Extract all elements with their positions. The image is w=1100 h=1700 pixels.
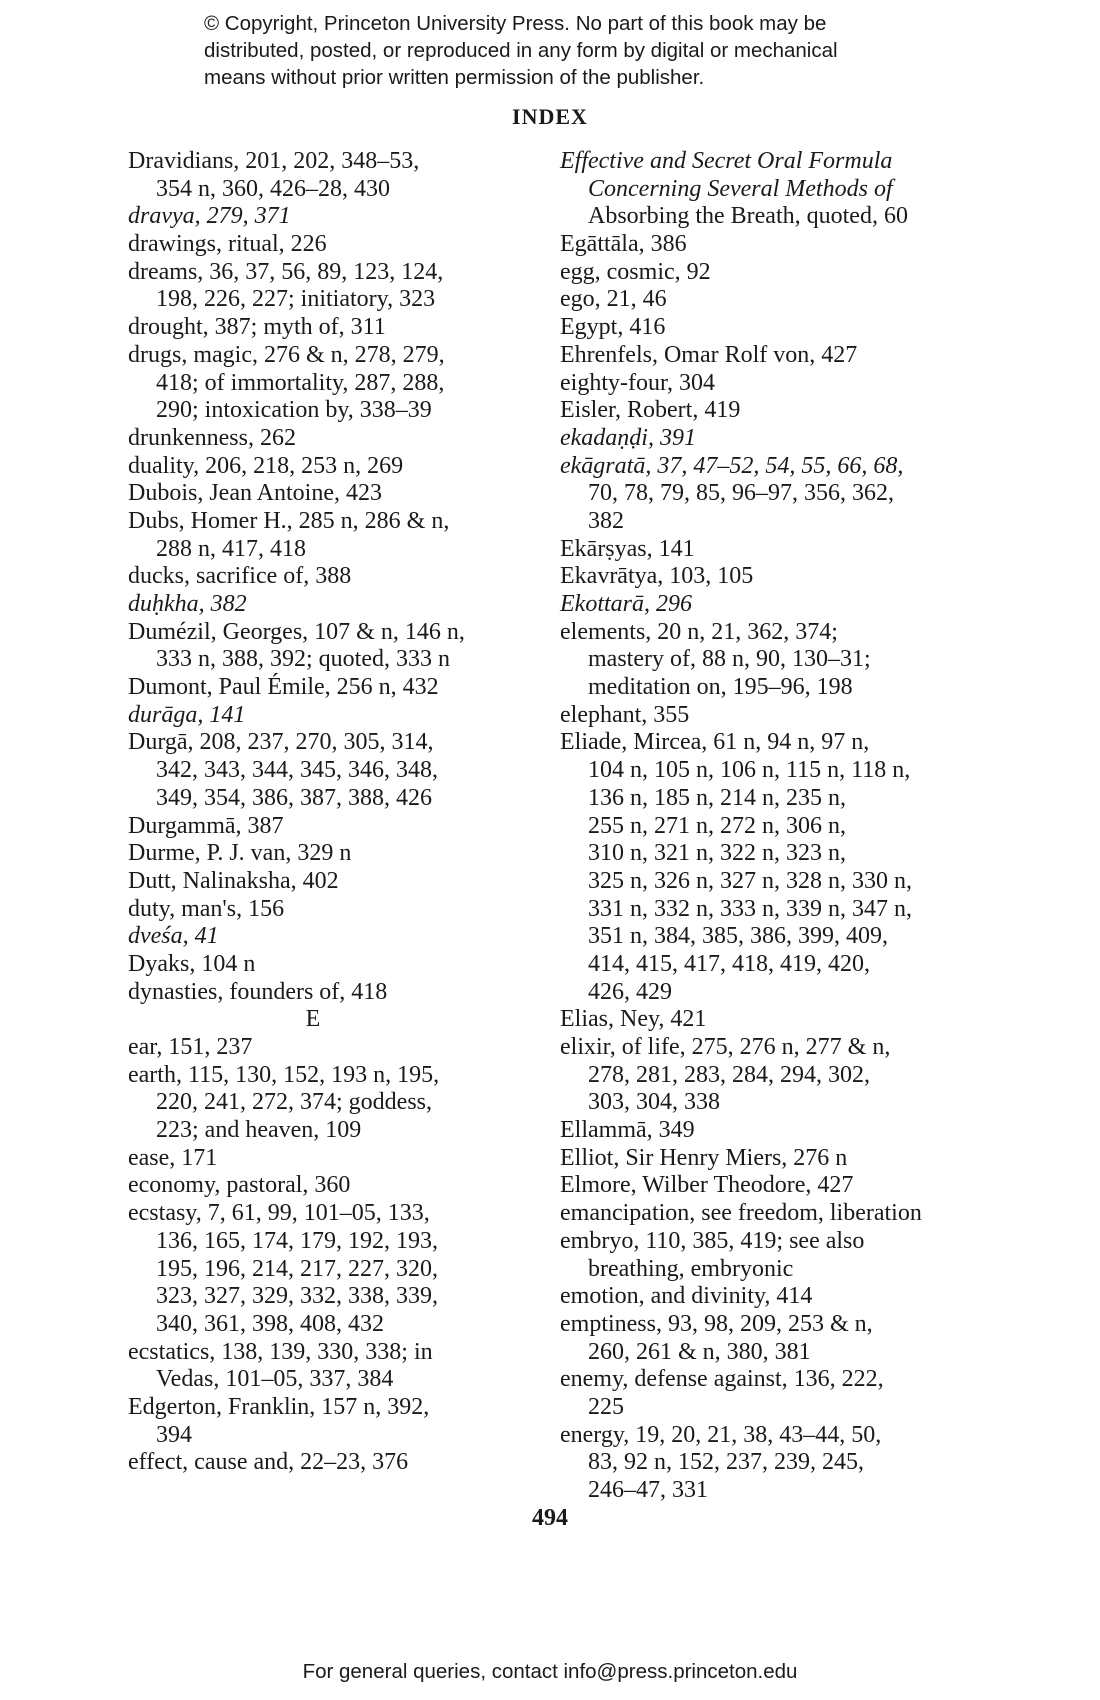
index-entry: emotion, and divinity, 414 — [560, 1283, 813, 1310]
index-entry: Ekottarā, 296 — [560, 591, 692, 617]
index-entry: ear, 151, 237 — [128, 1034, 253, 1060]
index-entry: emancipation, see freedom, liberation — [560, 1200, 922, 1227]
section-letter: E — [305, 1006, 321, 1033]
index-entry-continuation: 351 n, 384, 385, 386, 399, 409, — [588, 923, 888, 950]
index-entry-continuation: 104 n, 105 n, 106 n, 115 n, 118 n, — [588, 757, 911, 784]
index-entry: Effective and Secret Oral Formula — [560, 148, 893, 174]
index-entry: Dumézil, Georges, 107 & n, 146 n, — [128, 618, 465, 645]
index-entry-continuation: 260, 261 & n, 380, 381 — [588, 1338, 811, 1365]
index-entry: economy, pastoral, 360 — [128, 1172, 351, 1199]
index-entry: energy, 19, 20, 21, 38, 43–44, 50, — [560, 1421, 882, 1448]
index-entry-continuation: meditation on, 195–96, 198 — [588, 674, 853, 701]
index-entry: effect, cause and, 22–23, 376 — [128, 1449, 409, 1476]
index-entry: elephant, 355 — [560, 701, 690, 728]
index-entry: Egāttāla, 386 — [560, 231, 687, 258]
index-entry-continuation: 255 n, 271 n, 272 n, 306 n, — [588, 812, 846, 839]
index-entry-continuation: 325 n, 326 n, 327 n, 328 n, 330 n, — [588, 867, 912, 894]
index-entry: Eisler, Robert, 419 — [560, 397, 741, 424]
copyright-line: © Copyright, Princeton University Press. No part of this book may be — [204, 12, 827, 35]
index-entry: embryo, 110, 385, 419; see also — [560, 1227, 865, 1254]
index-entry: Dubois, Jean Antoine, 423 — [128, 480, 382, 507]
index-entry: Durme, P. J. van, 329 n — [128, 840, 352, 867]
index-entry: emptiness, 93, 98, 209, 253 & n, — [560, 1310, 873, 1337]
index-entry: enemy, defense against, 136, 222, — [560, 1366, 884, 1393]
index-entry: Ekārṣyas, 141 — [560, 535, 695, 562]
index-entry: elixir, of life, 275, 276 n, 277 & n, — [560, 1034, 891, 1060]
index-entry: ekāgratā, 37, 47–52, 54, 55, 66, 68, — [560, 452, 904, 479]
index-entry: durāga, 141 — [128, 701, 246, 728]
index-entry-continuation: Concerning Several Methods of — [588, 175, 893, 202]
index-entry: drunkenness, 262 — [128, 424, 296, 451]
index-entry: Elias, Ney, 421 — [560, 1006, 707, 1033]
index-entry: elements, 20 n, 21, 362, 374; — [560, 618, 838, 645]
index-entry: dreams, 36, 37, 56, 89, 123, 124, — [128, 258, 444, 285]
index-entry: drought, 387; myth of, 311 — [128, 314, 386, 341]
index-entry: Edgerton, Franklin, 157 n, 392, — [128, 1393, 430, 1420]
index-entry: Dravidians, 201, 202, 348–53, — [128, 148, 420, 174]
copyright-line: means without prior written permission of the publisher. — [204, 66, 705, 89]
index-entry: Durgammā, 387 — [128, 812, 284, 839]
index-entry-continuation: 290; intoxication by, 338–39 — [156, 397, 432, 424]
index-entry-continuation: 354 n, 360, 426–28, 430 — [156, 175, 390, 202]
copyright-notice — [204, 10, 964, 91]
index-entry: dravya, 279, 371 — [128, 203, 291, 230]
index-entry: Ellammā, 349 — [560, 1117, 695, 1144]
index-entry: Dumont, Paul Émile, 256 n, 432 — [128, 674, 439, 701]
index-entry-continuation: 310 n, 321 n, 322 n, 323 n, — [588, 840, 846, 867]
index-entry-continuation: Vedas, 101–05, 337, 384 — [156, 1366, 394, 1393]
index-entry-continuation: 418; of immortality, 287, 288, — [156, 369, 445, 396]
index-entry: Dubs, Homer H., 285 n, 286 & n, — [128, 507, 450, 534]
index-entry-continuation: 382 — [588, 507, 624, 534]
index-entry-continuation: 136, 165, 174, 179, 192, 193, — [156, 1227, 438, 1254]
index-entry-continuation: 223; and heaven, 109 — [156, 1117, 362, 1144]
index-entry-continuation: 246–47, 331 — [588, 1477, 708, 1503]
index-entry: dveśa, 41 — [128, 923, 219, 950]
index-entry: ecstasy, 7, 61, 99, 101–05, 133, — [128, 1200, 430, 1227]
index-entry: ease, 171 — [128, 1144, 218, 1171]
index-entry-continuation: 225 — [588, 1393, 624, 1420]
index-entry-continuation: 333 n, 388, 392; quoted, 333 n — [156, 646, 450, 673]
index-entry-continuation: 349, 354, 386, 387, 388, 426 — [156, 784, 432, 811]
index-entry: Durgā, 208, 237, 270, 305, 314, — [128, 729, 434, 756]
page-title: INDEX — [512, 104, 588, 129]
index-entry: ego, 21, 46 — [560, 286, 667, 313]
index-entry: drugs, magic, 276 & n, 278, 279, — [128, 341, 445, 368]
copyright-line: distributed, posted, or reproduced in any form by digital or mechanical — [204, 39, 838, 62]
index-entry: eighty-four, 304 — [560, 369, 716, 396]
index-entry: Egypt, 416 — [560, 314, 666, 341]
index-entry: Dyaks, 104 n — [128, 950, 256, 977]
index-entry: duty, man's, 156 — [128, 895, 285, 922]
index-entry-continuation: mastery of, 88 n, 90, 130–31; — [588, 646, 871, 673]
index-entry-continuation: 331 n, 332 n, 333 n, 339 n, 347 n, — [588, 895, 912, 922]
index-entry-continuation: 83, 92 n, 152, 237, 239, 245, — [588, 1449, 864, 1476]
index-entry-continuation: 136 n, 185 n, 214 n, 235 n, — [588, 784, 846, 811]
index-entry: Ekavrātya, 103, 105 — [560, 563, 754, 590]
index-entry: duality, 206, 218, 253 n, 269 — [128, 452, 404, 479]
page-number: 494 — [532, 1505, 568, 1531]
index-entry-continuation: 195, 196, 214, 217, 227, 320, — [156, 1255, 438, 1282]
index-entry: ducks, sacrifice of, 388 — [128, 563, 352, 590]
index-entry: Dutt, Nalinaksha, 402 — [128, 867, 339, 894]
index-entry: ecstatics, 138, 139, 330, 338; in — [128, 1338, 433, 1365]
index-entry-continuation: Absorbing the Breath, quoted, 60 — [588, 203, 908, 230]
index-column-right — [560, 148, 980, 1505]
index-entry: dynasties, founders of, 418 — [128, 978, 388, 1005]
index-entry: ekadaṇḍi, 391 — [560, 424, 696, 451]
index-entry-continuation: breathing, embryonic — [588, 1255, 794, 1282]
index-entry-continuation: 220, 241, 272, 374; goddess, — [156, 1089, 432, 1116]
index-entry-continuation: 288 n, 417, 418 — [156, 535, 306, 562]
index-entry-continuation: 278, 281, 283, 284, 294, 302, — [588, 1061, 870, 1088]
contact-footer: For general queries, contact info@press.princeton.edu — [302, 1660, 798, 1683]
index-entry: drawings, ritual, 226 — [128, 231, 327, 258]
index-entry-continuation: 394 — [156, 1421, 192, 1448]
index-entry-continuation: 426, 429 — [588, 978, 672, 1005]
index-entry-continuation: 198, 226, 227; initiatory, 323 — [156, 286, 436, 313]
index-entry-continuation: 414, 415, 417, 418, 419, 420, — [588, 950, 870, 977]
index-entry-continuation: 342, 343, 344, 345, 346, 348, — [156, 757, 438, 784]
index-entry: Elliot, Sir Henry Miers, 276 n — [560, 1144, 848, 1171]
index-entry-continuation: 303, 304, 338 — [588, 1089, 720, 1116]
index-entry: earth, 115, 130, 152, 193 n, 195, — [128, 1061, 440, 1088]
index-entry-continuation: 70, 78, 79, 85, 96–97, 356, 362, — [588, 480, 894, 507]
index-entry-continuation: 323, 327, 329, 332, 338, 339, — [156, 1283, 438, 1310]
index-entry-continuation: 340, 361, 398, 408, 432 — [156, 1310, 384, 1337]
index-column-left — [128, 148, 538, 1477]
index-entry: Ehrenfels, Omar Rolf von, 427 — [560, 341, 858, 368]
index-entry: Elmore, Wilber Theodore, 427 — [560, 1172, 854, 1199]
index-entry: egg, cosmic, 92 — [560, 258, 711, 285]
index-entry: duḥkha, 382 — [128, 591, 247, 617]
index-entry: Eliade, Mircea, 61 n, 94 n, 97 n, — [560, 729, 870, 756]
